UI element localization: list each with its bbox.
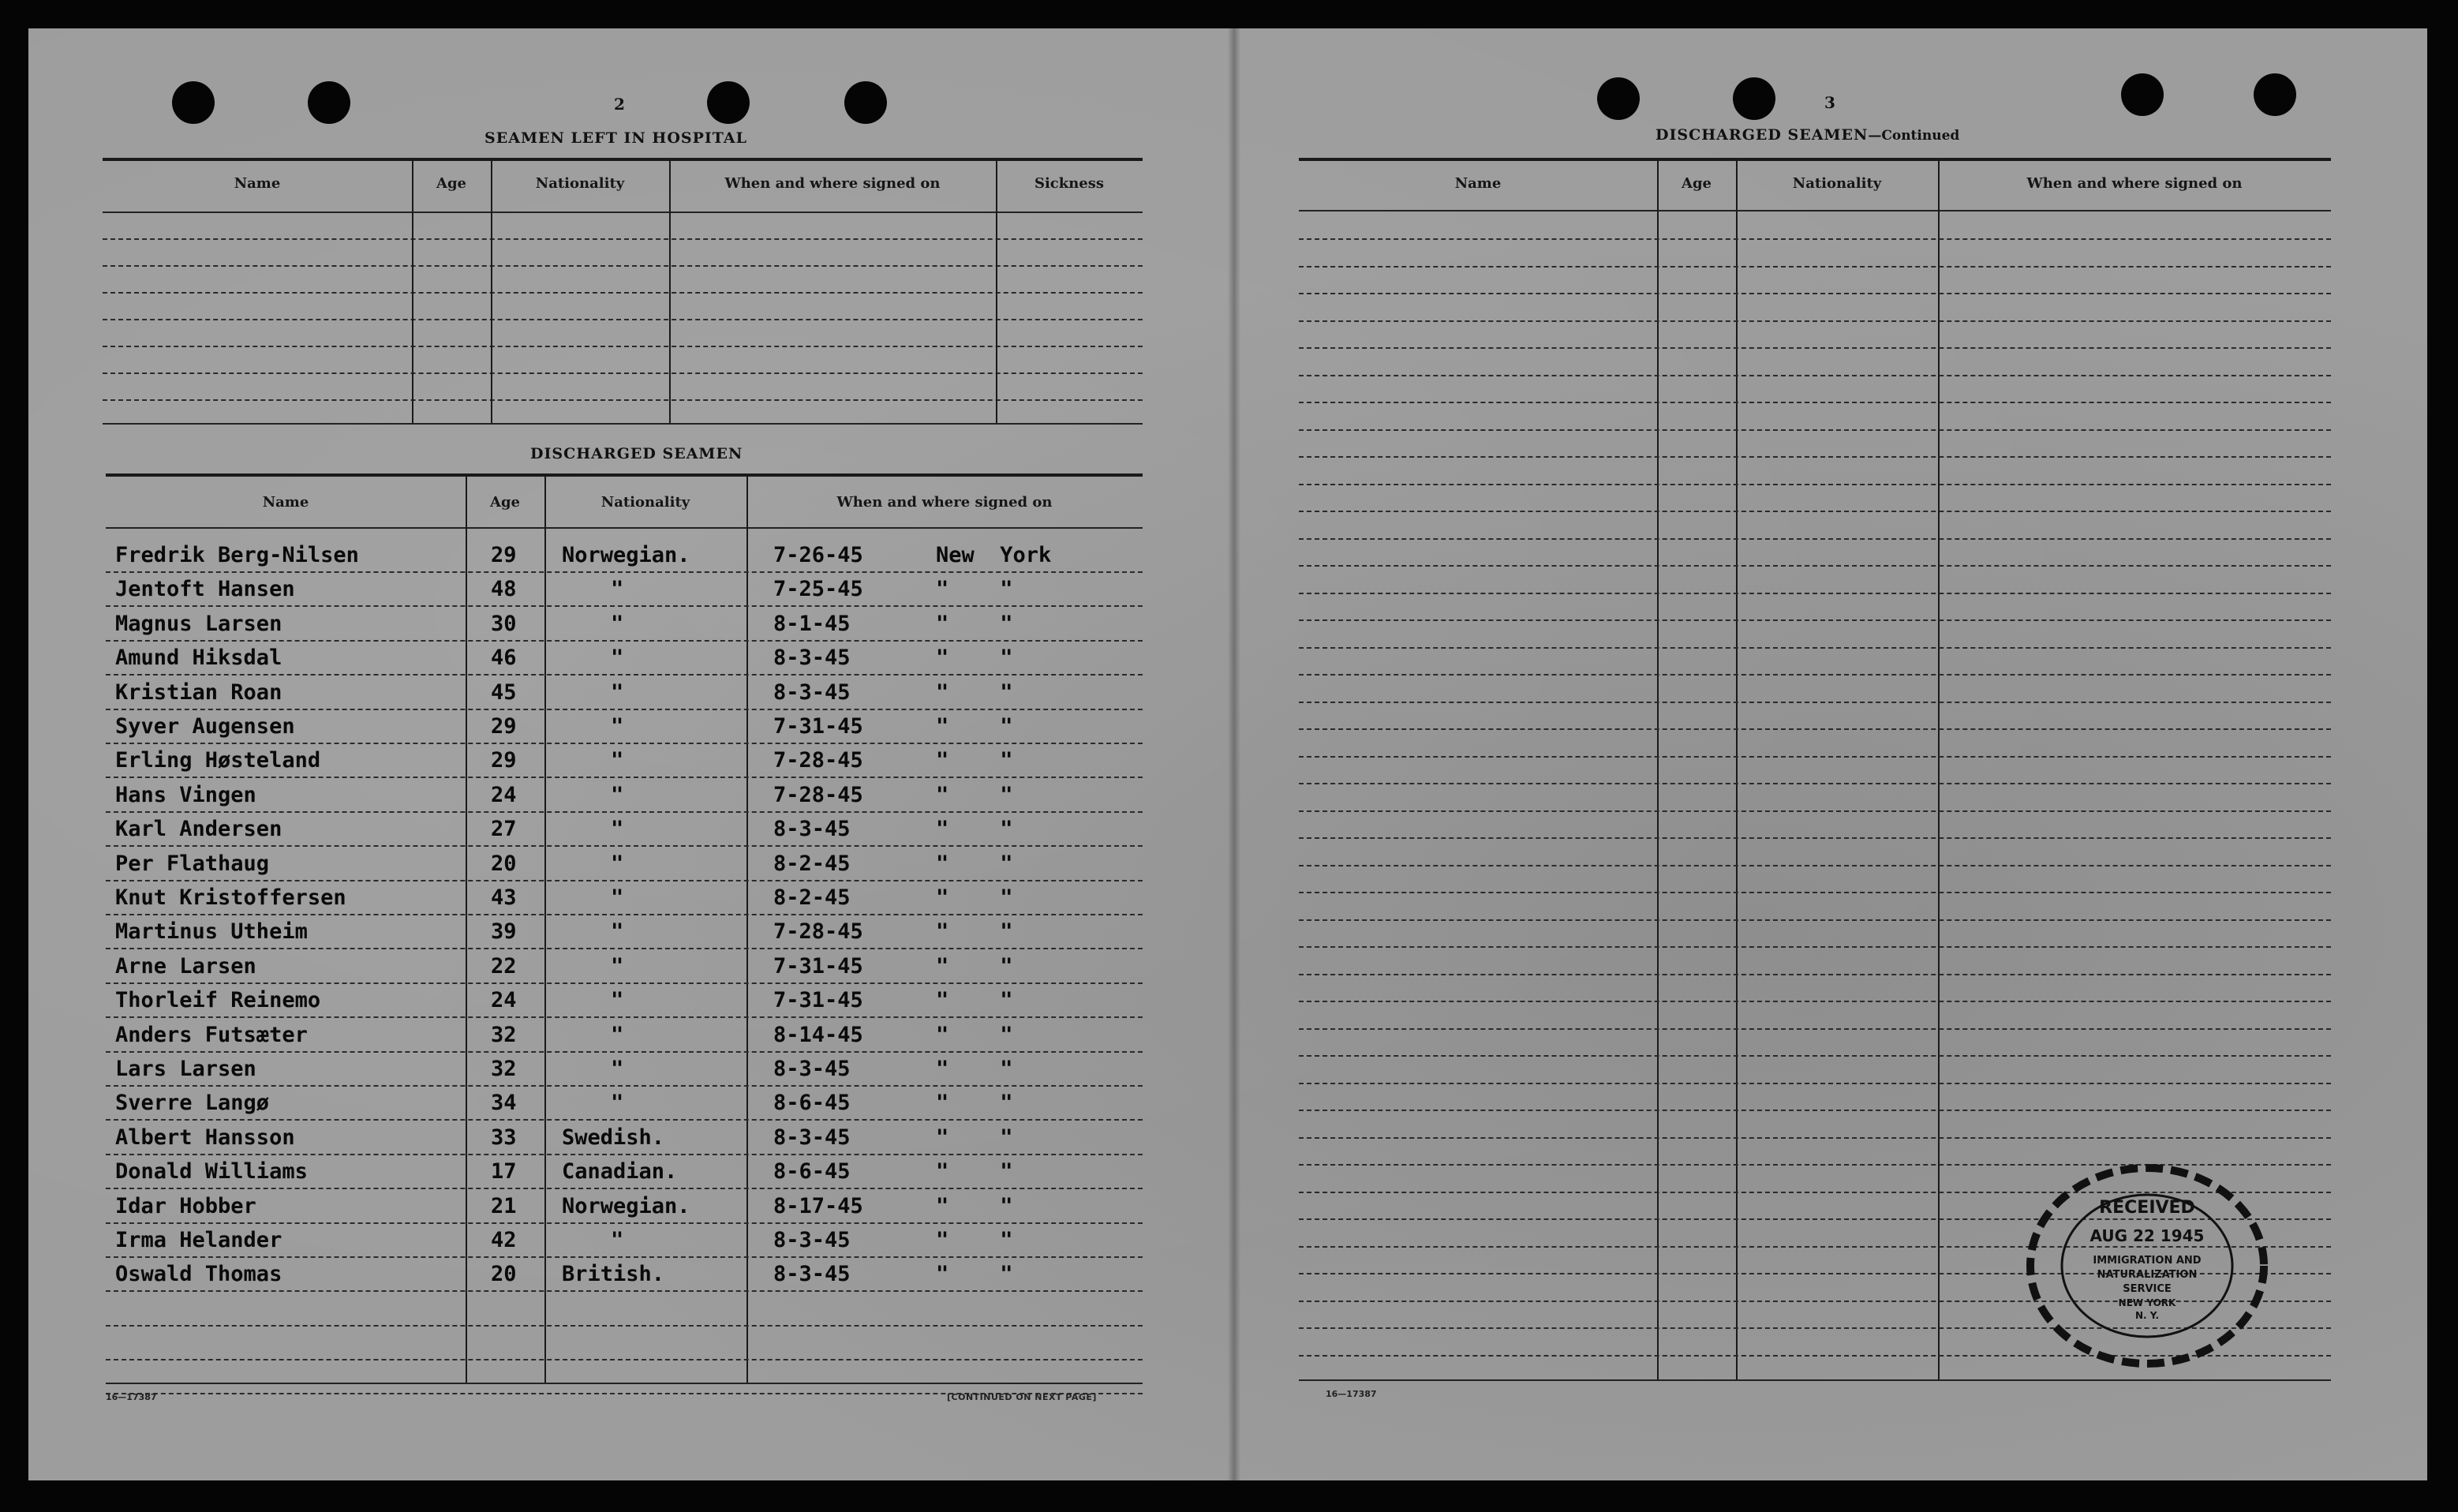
column-divider <box>1938 161 1940 1379</box>
cell-nationality: " <box>611 1091 624 1116</box>
right-section-title-continued: —Continued <box>1868 128 1960 144</box>
cell-signed-on-place: " " <box>936 1091 1013 1116</box>
cell-nationality: " <box>611 748 624 773</box>
received-stamp <box>2017 1155 2277 1376</box>
cell-signed-on-date: 8-3-45 <box>773 1262 851 1287</box>
cell-name: Per Flathaug <box>115 851 270 876</box>
table-row-line <box>106 1325 1143 1327</box>
stamp-line-date: AUG 22 1945 <box>2089 1226 2205 1245</box>
table-row-line <box>106 743 1143 744</box>
table-row-line <box>106 880 1143 881</box>
cell-nationality: " <box>611 851 624 876</box>
cell-nationality: " <box>611 679 624 705</box>
table-top-rule <box>1299 158 2331 161</box>
table-row-line <box>1299 456 2331 458</box>
cell-age: 29 <box>491 748 517 773</box>
cell-nationality: " <box>611 714 624 739</box>
cell-age: 22 <box>491 953 517 979</box>
cell-signed-on-place: " " <box>936 577 1013 602</box>
punch-hole <box>1597 77 1640 120</box>
table-row-line <box>1299 702 2331 703</box>
table-row-line <box>106 1154 1143 1155</box>
cell-name: Irma Helander <box>115 1228 282 1252</box>
table-row-line <box>106 571 1143 573</box>
cell-name: Donald Williams <box>115 1159 308 1185</box>
punch-hole <box>172 81 215 124</box>
table-row-line <box>1299 1055 2331 1057</box>
stamp-line-state: N. Y. <box>2134 1310 2160 1321</box>
cell-age: 33 <box>491 1125 517 1150</box>
cell-signed-on-date: 7-28-45 <box>773 748 863 773</box>
table-bottom-rule <box>1299 1379 2331 1381</box>
table-row-line <box>106 640 1143 642</box>
cell-nationality: " <box>611 782 624 807</box>
cell-nationality: " <box>611 577 624 602</box>
cell-nationality: British. <box>562 1262 665 1287</box>
cell-signed-on-date: 8-3-45 <box>773 1057 851 1081</box>
cell-age: 39 <box>491 919 517 945</box>
cell-age: 48 <box>491 577 517 602</box>
table-row-line <box>1299 946 2331 948</box>
cell-age: 45 <box>491 679 517 705</box>
cell-signed-on-place: New York <box>936 543 1052 567</box>
column-header-signed-on: When and where signed on <box>724 175 941 192</box>
table-row-line <box>1299 1110 2331 1111</box>
table-row-line <box>1299 565 2331 567</box>
cell-signed-on-date: 7-31-45 <box>773 714 863 739</box>
table-bottom-rule <box>103 423 1143 425</box>
cell-signed-on-date: 8-2-45 <box>773 885 851 910</box>
cell-signed-on-date: 7-28-45 <box>773 919 863 945</box>
table-row-line <box>1299 619 2331 621</box>
cell-signed-on-place: " " <box>936 646 1013 671</box>
table-row-line <box>106 605 1143 607</box>
table-row-line <box>106 982 1143 984</box>
table-row-line <box>1299 402 2331 403</box>
column-header-signed-on: When and where signed on <box>2026 175 2243 192</box>
cell-age: 32 <box>491 1057 517 1081</box>
table-row-line <box>1299 347 2331 349</box>
cell-age: 24 <box>491 782 517 807</box>
cell-name: Hans Vingen <box>115 782 256 807</box>
cell-signed-on-date: 8-2-45 <box>773 851 851 876</box>
column-header-nationality: Nationality <box>1792 175 1882 192</box>
table-row-line <box>103 372 1143 374</box>
cell-nationality: " <box>611 885 624 910</box>
table-row-line <box>103 346 1143 347</box>
cell-nationality: " <box>611 1228 624 1252</box>
table-row-line <box>1299 974 2331 975</box>
table-row-line <box>1299 484 2331 485</box>
cell-name: Amund Hiksdal <box>115 646 282 671</box>
discharged-section-title: DISCHARGED SEAMEN <box>530 445 743 462</box>
punch-hole <box>844 81 887 124</box>
column-divider <box>669 161 671 423</box>
cell-nationality: Norwegian. <box>562 543 690 567</box>
column-header-age: Age <box>436 175 466 192</box>
cell-name: Albert Hansson <box>115 1125 295 1150</box>
cell-signed-on-place: " " <box>936 1159 1013 1185</box>
table-row-line <box>1299 593 2331 594</box>
cell-name: Martinus Utheim <box>115 919 308 945</box>
cell-signed-on-place: " " <box>936 1022 1013 1047</box>
cell-nationality: Swedish. <box>562 1125 665 1150</box>
cell-signed-on-place: " " <box>936 851 1013 876</box>
form-number: 16—17387 <box>106 1392 157 1402</box>
cell-name: Fredrik Berg-Nilsen <box>115 543 359 567</box>
column-header-name: Name <box>1454 175 1502 192</box>
hospital-section-title: SEAMEN LEFT IN HOSPITAL <box>484 129 747 147</box>
table-top-rule <box>103 158 1143 161</box>
table-row-line <box>106 1290 1143 1292</box>
table-row-line <box>1299 728 2331 730</box>
table-row-line <box>1299 865 2331 866</box>
cell-signed-on-date: 7-26-45 <box>773 543 863 567</box>
column-header-signed-on: When and where signed on <box>836 494 1053 511</box>
cell-signed-on-place: " " <box>936 1125 1013 1150</box>
table-row-line <box>1299 674 2331 676</box>
table-header-rule <box>106 527 1143 529</box>
table-row-line <box>1299 429 2331 431</box>
cell-age: 24 <box>491 988 517 1013</box>
page-number: 3 <box>1824 93 1835 112</box>
table-row-line <box>1299 1028 2331 1030</box>
table-row-line <box>106 1256 1143 1258</box>
cell-signed-on-place: " " <box>936 817 1013 842</box>
table-row-line <box>106 1188 1143 1189</box>
table-row-line <box>1299 375 2331 376</box>
punch-hole <box>2254 73 2296 116</box>
table-row-line <box>1299 919 2331 921</box>
page-fold <box>1228 28 1240 1480</box>
table-row-line <box>1299 511 2331 512</box>
cell-nationality: " <box>611 919 624 945</box>
column-header-sickness: Sickness <box>1034 175 1105 192</box>
table-row-line <box>106 914 1143 915</box>
column-divider <box>996 161 997 423</box>
cell-age: 27 <box>491 817 517 842</box>
column-divider <box>412 161 413 423</box>
punch-hole <box>707 81 750 124</box>
table-row-line <box>1299 293 2331 294</box>
stamp-line-city: NEW YORK <box>2118 1297 2176 1308</box>
table-row-line <box>103 265 1143 267</box>
cell-signed-on-place: " " <box>936 1262 1013 1287</box>
cell-name: Erling Høsteland <box>115 748 321 773</box>
table-row-line <box>106 1119 1143 1121</box>
table-header-rule <box>1299 210 2331 211</box>
cell-age: 30 <box>491 611 517 636</box>
cell-name: Arne Larsen <box>115 953 256 979</box>
column-header-nationality: Nationality <box>600 494 690 511</box>
column-header-name: Name <box>262 494 309 511</box>
table-row-line <box>1299 1001 2331 1002</box>
table-row-line <box>106 1016 1143 1018</box>
form-number: 16—17387 <box>1326 1389 1377 1399</box>
table-row-line <box>106 845 1143 847</box>
cell-name: Idar Hobber <box>115 1193 256 1218</box>
cell-nationality: " <box>611 646 624 671</box>
cell-signed-on-date: 7-25-45 <box>773 577 863 602</box>
table-header-rule <box>103 211 1143 213</box>
cell-name: Knut Kristoffersen <box>115 885 346 910</box>
cell-signed-on-place: " " <box>936 714 1013 739</box>
cell-signed-on-place: " " <box>936 1057 1013 1081</box>
stamp-line-received: RECEIVED <box>2099 1198 2195 1218</box>
table-row-line <box>103 399 1143 401</box>
table-bottom-rule <box>106 1383 1143 1384</box>
stamp-line-agency-1: IMMIGRATION AND <box>2093 1255 2202 1267</box>
cell-signed-on-place: " " <box>936 748 1013 773</box>
cell-signed-on-date: 8-6-45 <box>773 1091 851 1116</box>
cell-name: Magnus Larsen <box>115 611 282 636</box>
table-row-line <box>106 811 1143 813</box>
punch-hole <box>2121 73 2164 116</box>
cell-signed-on-place: " " <box>936 885 1013 910</box>
table-row-line <box>106 1085 1143 1087</box>
table-row-line <box>106 1222 1143 1224</box>
cell-nationality: " <box>611 988 624 1013</box>
table-row-line <box>1299 320 2331 322</box>
cell-signed-on-place: " " <box>936 611 1013 636</box>
cell-age: 34 <box>491 1091 517 1116</box>
cell-age: 43 <box>491 885 517 910</box>
cell-age: 17 <box>491 1159 517 1185</box>
table-row-line <box>106 1359 1143 1360</box>
column-divider <box>746 477 748 1383</box>
table-row-line <box>106 1051 1143 1053</box>
table-row-line <box>1299 238 2331 240</box>
table-row-line <box>103 238 1143 240</box>
table-row-line <box>103 319 1143 320</box>
column-header-nationality: Nationality <box>535 175 625 192</box>
table-row-line <box>106 709 1143 710</box>
cell-name: Syver Augensen <box>115 714 295 739</box>
cell-name: Kristian Roan <box>115 679 282 705</box>
cell-age: 46 <box>491 646 517 671</box>
cell-nationality: " <box>611 953 624 979</box>
cell-signed-on-place: " " <box>936 679 1013 705</box>
cell-signed-on-date: 8-3-45 <box>773 817 851 842</box>
cell-nationality: " <box>611 817 624 842</box>
punch-hole <box>308 81 350 124</box>
cell-age: 32 <box>491 1022 517 1047</box>
cell-name: Anders Futsæter <box>115 1022 308 1047</box>
cell-signed-on-place: " " <box>936 988 1013 1013</box>
continued-note: [CONTINUED ON NEXT PAGE] <box>947 1392 1097 1402</box>
cell-age: 20 <box>491 851 517 876</box>
stamp-line-agency-2: NATURALIZATION <box>2097 1269 2198 1281</box>
table-row-line <box>1299 892 2331 893</box>
table-row-line <box>1299 783 2331 784</box>
table-row-line <box>1299 647 2331 649</box>
table-row-line <box>1299 538 2331 540</box>
cell-signed-on-place: " " <box>936 782 1013 807</box>
column-header-age: Age <box>1681 175 1712 192</box>
cell-signed-on-date: 8-3-45 <box>773 1228 851 1252</box>
stamp-line-agency-3: SERVICE <box>2123 1283 2172 1295</box>
cell-age: 20 <box>491 1262 517 1287</box>
table-row-line <box>1299 1083 2331 1084</box>
cell-signed-on-place: " " <box>936 919 1013 945</box>
column-divider <box>1657 161 1659 1379</box>
right-section-title-main: DISCHARGED SEAMEN <box>1656 126 1869 144</box>
cell-age: 29 <box>491 543 517 567</box>
cell-nationality: " <box>611 611 624 636</box>
cell-signed-on-date: 8-3-45 <box>773 1125 851 1150</box>
table-row-line <box>106 777 1143 778</box>
column-divider <box>1736 161 1738 1379</box>
table-row-line <box>1299 837 2331 839</box>
cell-nationality: " <box>611 1057 624 1081</box>
cell-name: Lars Larsen <box>115 1057 256 1081</box>
cell-signed-on-place: " " <box>936 953 1013 979</box>
cell-signed-on-date: 8-17-45 <box>773 1193 863 1218</box>
cell-name: Thorleif Reinemo <box>115 988 321 1013</box>
column-header-age: Age <box>489 494 520 511</box>
cell-age: 29 <box>491 714 517 739</box>
punch-hole <box>1733 77 1775 120</box>
right-section-title <box>1656 126 1959 144</box>
cell-name: Karl Andersen <box>115 817 282 842</box>
cell-signed-on-date: 7-31-45 <box>773 953 863 979</box>
cell-nationality: " <box>611 1022 624 1047</box>
table-top-rule <box>106 473 1143 477</box>
table-row-line <box>106 948 1143 949</box>
cell-signed-on-date: 8-14-45 <box>773 1022 863 1047</box>
cell-name: Oswald Thomas <box>115 1262 282 1287</box>
cell-signed-on-date: 7-28-45 <box>773 782 863 807</box>
cell-signed-on-date: 8-3-45 <box>773 646 851 671</box>
cell-name: Sverre Langø <box>115 1091 270 1116</box>
column-divider <box>466 477 467 1383</box>
table-row-line <box>1299 1137 2331 1139</box>
table-row-line <box>1299 756 2331 758</box>
cell-signed-on-place: " " <box>936 1228 1013 1252</box>
table-row-line <box>106 674 1143 676</box>
cell-age: 42 <box>491 1228 517 1252</box>
column-divider <box>544 477 546 1383</box>
table-row-line <box>1299 266 2331 268</box>
column-divider <box>491 161 492 423</box>
cell-name: Jentoft Hansen <box>115 577 295 602</box>
cell-nationality: Canadian. <box>562 1159 678 1185</box>
cell-signed-on-place: " " <box>936 1193 1013 1218</box>
cell-signed-on-date: 7-31-45 <box>773 988 863 1013</box>
page-number: 2 <box>614 95 625 114</box>
cell-signed-on-date: 8-1-45 <box>773 611 851 636</box>
cell-nationality: Norwegian. <box>562 1193 690 1218</box>
cell-age: 21 <box>491 1193 517 1218</box>
column-header-name: Name <box>234 175 281 192</box>
cell-signed-on-date: 8-3-45 <box>773 679 851 705</box>
table-row-line <box>1299 810 2331 812</box>
cell-signed-on-date: 8-6-45 <box>773 1159 851 1185</box>
table-row-line <box>103 292 1143 294</box>
